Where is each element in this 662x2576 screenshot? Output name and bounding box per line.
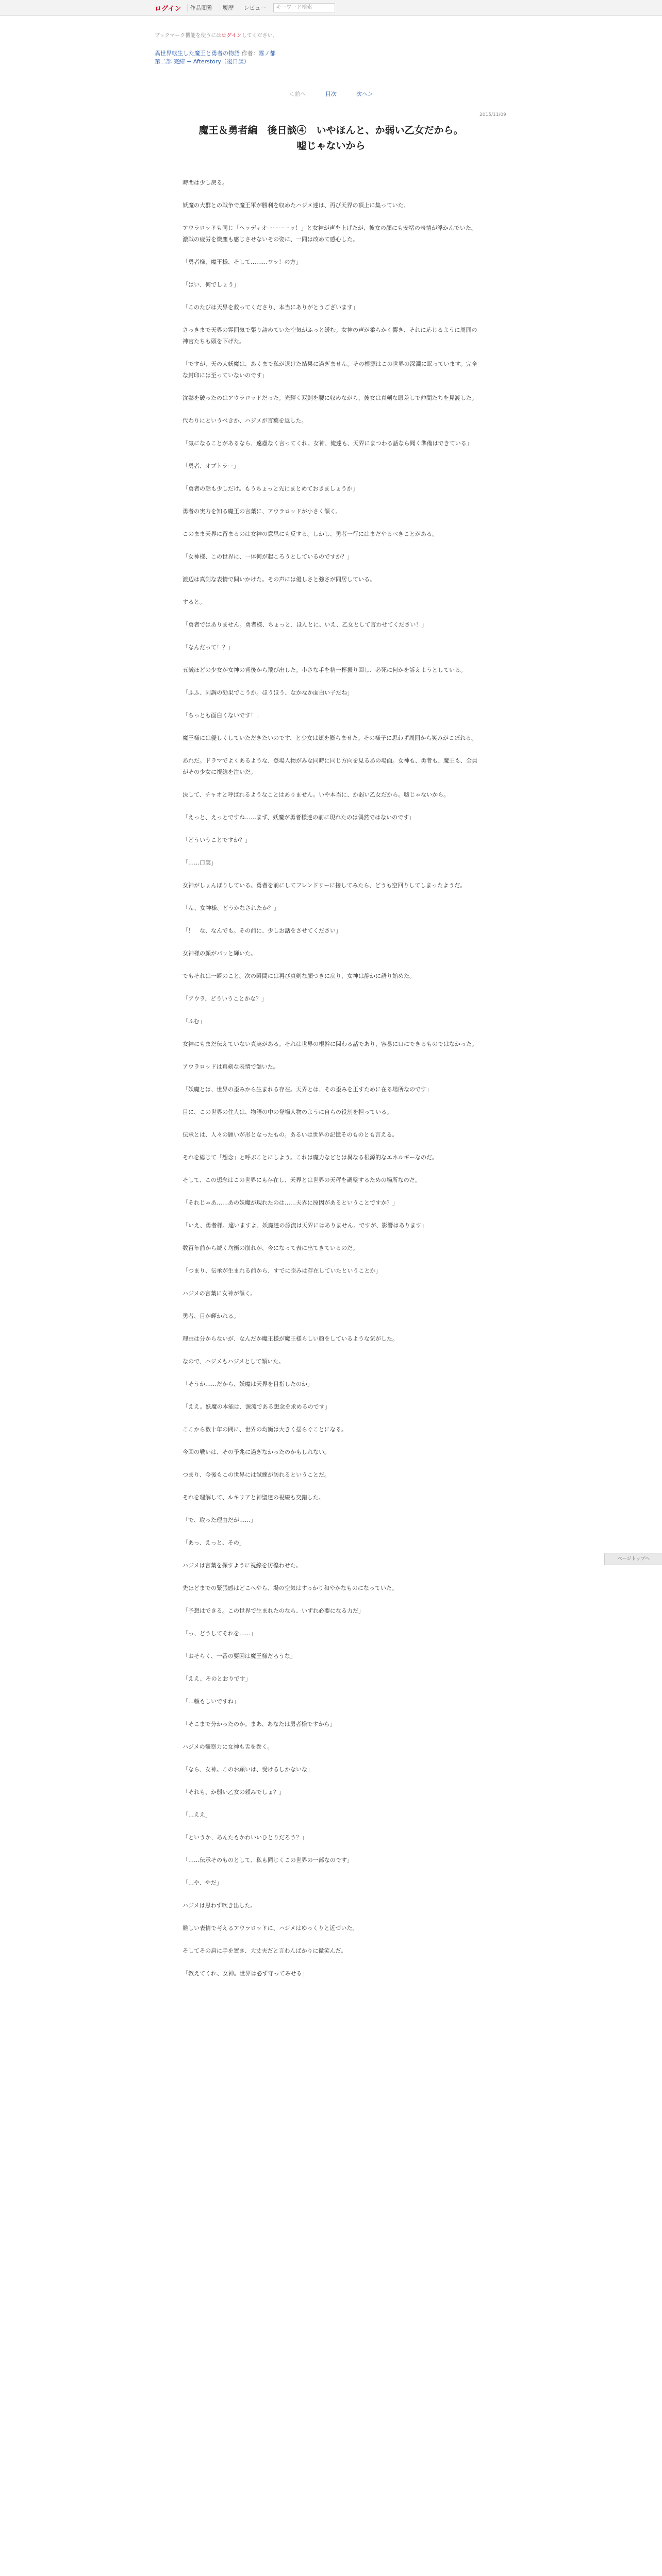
chapter-title (144, 123, 518, 154)
body-paragraph: 「なら、女神。このお願いは、受けるしかないな」 (183, 1766, 313, 1773)
body-paragraph: 「なんだって！？」 (183, 644, 234, 651)
body-paragraph: ここから数十年の間に、世界の均衡は大きく揺らぐことになる。 (183, 1426, 347, 1433)
post-date: 2015/11/09 (479, 112, 506, 117)
volume-link[interactable]: 第二部 完結 − Afterstory（後日談） (155, 58, 250, 65)
body-paragraph: 理由は分からないが、なんだか魔王様が魔王様らしい顔をしているような気がした。 (183, 1335, 398, 1342)
chapter-body (183, 177, 479, 1991)
body-paragraph: 「勇者ではありません。勇者様、ちょっと、ほんとに、いえ、乙女として言わせてください！」 (183, 621, 427, 628)
body-paragraph: 「…頼もしいですね」 (183, 1698, 239, 1705)
body-paragraph: 女神様の顔がパッと輝いた。 (183, 950, 256, 957)
body-paragraph: 「ええ。妖魔の本能は、源流である想念を求めるのです」 (183, 1403, 330, 1410)
body-paragraph: 先ほどまでの緊張感はどこへやら、場の空気はすっかり和やかなものになっていた。 (183, 1585, 398, 1591)
body-paragraph: 渡辺は真剣な表情で問いかけた。その声には優しさと強さが同居している。 (183, 576, 375, 583)
body-paragraph: アウラロッドも同じ「ヘッディオーーーーッ！」と女神が声を上げたが、彼女の顔にも安堵の表情が浮かんでいた。激戦の疲労を微塵も感じさせないその姿に、一同は改めて感心した。 (183, 225, 477, 243)
body-paragraph: 「ふふ、同調の効果でこうか。ほうほう、なかなか面白い子だね」 (183, 689, 353, 696)
body-paragraph: 「勇者の話も少しだけ。もうちょっと先にまとめておきましょうか」 (183, 485, 358, 492)
body-paragraph: ハジメは思わず吹き出した。 (183, 1902, 256, 1909)
chapter-pager (289, 90, 373, 98)
nav-browse[interactable]: 作品閲覧 (187, 4, 214, 12)
body-paragraph: 「それじゃあ……あの妖魔が現れたのは……天界に原因があるということですか？」 (183, 1199, 398, 1206)
body-paragraph: 「どういうことですか？」 (183, 837, 251, 843)
prev-chapter-link[interactable]: ＜前へ (289, 91, 306, 97)
body-paragraph: 「ふむ」 (183, 1018, 205, 1025)
login-link[interactable]: ログイン (155, 5, 181, 13)
body-paragraph: 「勇者様、魔王様、そして………ワッ！の方」 (183, 259, 302, 265)
header-inner (155, 0, 335, 15)
body-paragraph: なので、ハジメもハジメとして頷いた。 (183, 1358, 285, 1365)
body-paragraph: このまま天界に留まるのは女神の意思にも反する。しかし、勇者一行にはまだやるべきことがある。 (183, 531, 438, 537)
chapter-title-line1: 魔王＆勇者編 後日談④ いやほんと、か弱い乙女だから。 (198, 125, 464, 136)
body-paragraph: それを総じて「想念」と呼ぶことにしよう。これは魔力などとは異なる根源的なエネルギーなのだ。 (183, 1154, 438, 1161)
bookmark-notice (155, 31, 278, 39)
page-top-button[interactable]: ページトップへ (604, 1553, 662, 1565)
body-paragraph: 目に、この世界の住人は、物語の中の登場人物のように自らの役割を担っている。 (183, 1109, 392, 1115)
body-paragraph: 「……口実」 (183, 859, 217, 866)
top-header (0, 0, 662, 16)
body-paragraph: 「女神様、この世界に、一体何が起ころうとしているのですか？」 (183, 553, 353, 560)
body-paragraph: 「予想はできる。この世界で生まれたのなら、いずれ必要になる力だ」 (183, 1607, 364, 1614)
body-paragraph: 代わりにというべきか、ハジメが言葉を返した。 (183, 417, 307, 424)
body-paragraph: 「！ な、なんでも。その前に、少しお話をさせてください」 (183, 927, 341, 934)
body-paragraph: でもそれは一瞬のこと。次の瞬間には再び真剣な顔つきに戻り、女神は静かに語り始めた。 (183, 973, 415, 979)
body-paragraph: すると。 (183, 599, 205, 605)
body-paragraph: 「はい、何でしょう」 (183, 281, 239, 288)
body-paragraph: 勇者の実力を知る魔王の言葉に、アウラロッドが小さく頷く。 (183, 508, 341, 515)
body-paragraph: 時間は少し戻る。 (183, 179, 228, 186)
body-paragraph: 「気になることがあるなら、遠慮なく言ってくれ。女神、俺達も、天界にまつわる話なら聞く準備はできている」 (183, 440, 472, 447)
body-paragraph: ハジメは言葉を探すように視線を彷徨わせた。 (183, 1562, 302, 1569)
body-paragraph: 「このたびは天界を救ってくださり、本当にありがとうございます」 (183, 304, 358, 311)
body-paragraph: 「それも、か弱い乙女の頼みでしょ？」 (183, 1789, 285, 1795)
body-paragraph: 「ええ、そのとおりです」 (183, 1675, 251, 1682)
notice-login-link[interactable]: ログイン (221, 33, 242, 39)
nav-review[interactable]: レビュー (241, 4, 268, 12)
body-paragraph: アウラロッドは真剣な表情で頷いた。 (183, 1063, 279, 1070)
body-paragraph: 勇者、目が輝かれる。 (183, 1313, 239, 1319)
body-paragraph: そしてその肩に手を置き、大丈夫だと言わんばかりに微笑んだ。 (183, 1947, 347, 1954)
body-paragraph: 「あっ、えっと、その」 (183, 1539, 245, 1546)
body-paragraph: 「えっと、えっとですね……まず、妖魔が勇者様達の前に現れたのは偶然ではないのです」 (183, 814, 415, 821)
body-paragraph: そして、この想念はこの世界にも存在し、天界とは世界の天秤を調整するための場所なのだ。 (183, 1177, 421, 1183)
body-paragraph: 「勇者、オプトラー」 (183, 463, 239, 469)
body-paragraph: 決して、チャオと呼ばれるようなことはありません。いや本当に、か弱い乙女だから。嘘じゃないから。 (183, 791, 450, 798)
body-paragraph: 「おそらく、一番の要因は魔王様だろうな」 (183, 1653, 296, 1659)
index-link[interactable]: 目次 (325, 91, 337, 97)
body-paragraph: 「…や、やだ」 (183, 1879, 222, 1886)
body-paragraph: 今回の戦いは、その予兆に過ぎなかったのかもしれない。 (183, 1449, 330, 1455)
body-paragraph: 「で、取った理由だが……」 (183, 1517, 256, 1523)
body-paragraph: 「いえ、勇者様。違いますよ、妖魔達の源流は天界にはありません。ですが、影響はあります」 (183, 1222, 427, 1229)
series-title-link[interactable]: 異世界転生した魔王と勇者の物語 (155, 50, 240, 57)
body-paragraph: 「というか、あんたもかわいいひとりだろう？」 (183, 1834, 307, 1841)
body-paragraph: 「アウラ、どういうことかな？」 (183, 995, 268, 1002)
body-paragraph: 沈黙を破ったのはアウラロッドだった。光輝く双剣を腰に収めながら、彼女は真剣な眼差しで仲間たちを見渡した。 (183, 395, 477, 401)
search-input[interactable]: キーワード検索 (273, 3, 335, 12)
body-paragraph: ハジメの観察力に女神も舌を巻く。 (183, 1743, 273, 1750)
body-paragraph: 女神がしょんぼりしている。勇者を前にしてフレンドリーに接してみたら、どうも空回りしてしまったようだ。 (183, 882, 466, 889)
notice-suffix: してください。 (241, 33, 278, 39)
body-paragraph: 「そこまで分かったのか。まあ、あなたは勇者様ですから」 (183, 1721, 336, 1727)
next-chapter-link[interactable]: 次へ＞ (356, 91, 373, 97)
body-paragraph: ハジメの言葉に女神が頷く。 (183, 1290, 256, 1297)
chapter-title-line2: 嘘じゃないから (296, 140, 366, 151)
body-paragraph: 難しい表情で考えるアウラロッドに、ハジメはゆっくりと近づいた。 (183, 1925, 358, 1931)
body-paragraph: 魔王様には優しくしていただきたいのです、と少女は頬を膨らませた。その様子に思わず周囲から笑みがこぼれる。 (183, 735, 477, 741)
body-paragraph: 「…ええ」 (183, 1811, 211, 1818)
body-paragraph: 伝承とは、人々の願いが形となったもの。あるいは世界の記憶そのものとも言える。 (183, 1131, 398, 1138)
author-label: 作者： (241, 50, 259, 57)
author-link[interactable]: 霧ノ都 (258, 50, 276, 57)
body-paragraph: 「ちっとも面白くないです！」 (183, 712, 262, 719)
body-paragraph: 「妖魔とは、世界の歪みから生まれる存在。天界とは、その歪みを正すために在る場所なのです」 (183, 1086, 432, 1093)
body-paragraph: 「教えてくれ、女神。世界は必ず守ってみせる」 (183, 1970, 308, 1977)
body-paragraph: さっきまで天界の雰囲気で張り詰めていた空気がふっと緩む。女神の声が柔らかく響き、それに応じるように周囲の神官たちも頭を下げた。 (183, 327, 477, 345)
body-paragraph: あれだ。ドラマでよくあるような、登場人物がみな同時に同じ方向を見るあの場面。女神も、勇者も、魔王も、全員がその少女に視線を注いだ。 (183, 757, 477, 775)
body-paragraph: 女神にもまだ伝えていない真実がある。それは世界の根幹に関わる話であり、容易に口にできるものではなかった。 (183, 1041, 477, 1047)
body-paragraph: つまり、今後もこの世界には試練が訪れるということだ。 (183, 1471, 330, 1478)
body-paragraph: 数百年前から続く均衡の崩れが、今になって表に出てきているのだ。 (183, 1245, 358, 1251)
body-paragraph: それを理解して、ルキリアと神聖達の視線も交錯した。 (183, 1494, 324, 1501)
body-paragraph: 「ですが、天の大妖魔は、あくまで私が退けた結果に過ぎません。その根源はこの世界の深淵に眠っています。完全な封印には至っていないのです」 (183, 361, 477, 379)
body-paragraph: 「そうか……だから、妖魔は天界を目指したのか」 (183, 1381, 313, 1387)
body-paragraph: 妖魔の大群との戦争で魔王軍が勝利を収めたハジメ達は、再び天界の頂上に集っていた。 (183, 202, 409, 209)
body-paragraph: 五歳ほどの少女が女神の背後から飛び出した。小さな手を精一杯振り回し、必死に何かを訴えようとしている。 (183, 667, 466, 673)
nav-history[interactable]: 履歴 (220, 4, 236, 12)
body-paragraph: 「っ、どうしてそれを……」 (183, 1630, 256, 1637)
series-info (155, 49, 516, 66)
notice-prefix: ブックマーク機能を使うには (155, 33, 222, 39)
body-paragraph: 「ん、女神様、どうかなされたか？」 (183, 905, 279, 911)
body-paragraph: 「つまり、伝承が生まれる前から、すでに歪みは存在していたということか」 (183, 1267, 382, 1274)
body-paragraph: 「……伝承そのものとして、私も同じくこの世界の一部なのです」 (183, 1857, 353, 1863)
